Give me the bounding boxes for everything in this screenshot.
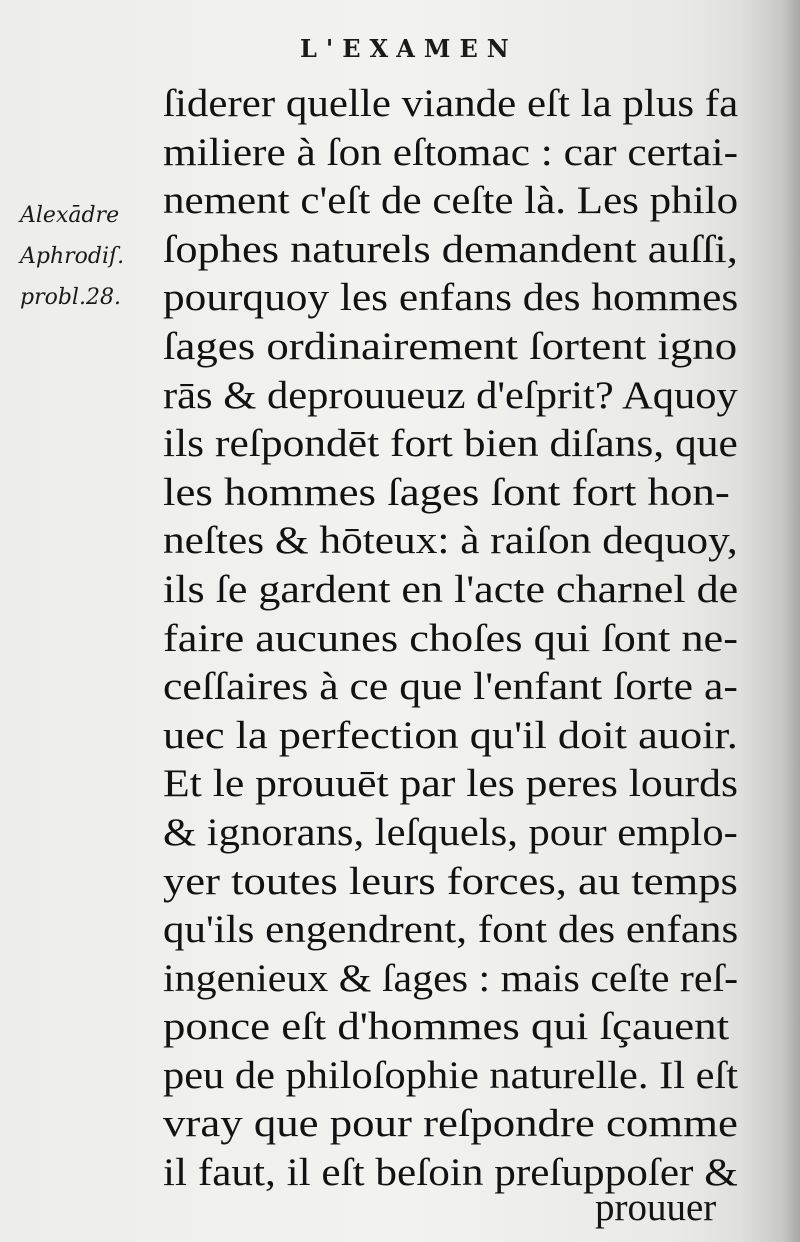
text-line: ſages ordinairement ſortent igno [163,324,738,368]
running-head: L'EXAMEN [300,34,518,63]
catchword: prouuer [595,1186,717,1229]
text-line: les hommes ſages ſont fort hon- [163,470,730,514]
text-line: Et le prouuēt par les peres lourds [163,762,738,806]
margin-note: probl.28. [20,285,121,310]
text-line: ceſſaires à ce que l'enfant ſorte a- [163,665,738,709]
body-text [163,80,763,1198]
text-line: ponce eſt d'hommes qui ſçauent [163,1005,730,1049]
text-line: ſiderer quelle viande eſt la plus fa [163,82,739,125]
text-line: pourquoy les enfans des hommes [163,276,739,320]
margin-notes [20,195,160,318]
text-line: yer toutes leurs forces, au temps [163,859,738,903]
text-line: & ignorans, leſquels, pour emplo- [163,810,738,854]
text-line: il faut, il eſt beſoin preſuppoſer & [163,1151,738,1195]
text-line: ſophes naturels demandent auſſi, [163,227,738,271]
text-line: miliere à ſon eſtomac : car certai- [163,130,739,174]
text-line: nement c'eſt de ceſte là. Les philo [163,179,739,223]
text-line: ils reſpondēt fort bien diſans, que [163,422,738,466]
text-line: qu'ils engendrent, font des enfans [163,908,739,952]
text-line: peu de philoſophie naturelle. Il eſt [163,1053,739,1097]
text-line: ingenieux & ſages : mais ceſte reſ- [163,956,739,1000]
text-line: vray que pour reſpondre comme [163,1102,738,1146]
margin-note: Aphrodiſ. [20,244,125,269]
text-line: neſtes & hōteux: à raiſon dequoy, [163,519,738,563]
text-line: uec la perfection qu'il doit auoir. [163,713,738,757]
text-line: faire aucunes choſes qui ſont ne- [163,616,739,660]
margin-note: Alexādre [20,203,120,228]
text-line: ils ſe gardent en l'acte charnel de [163,567,739,611]
text-line: rās & deprouueuz d'eſprit? Aquoy [163,373,738,417]
